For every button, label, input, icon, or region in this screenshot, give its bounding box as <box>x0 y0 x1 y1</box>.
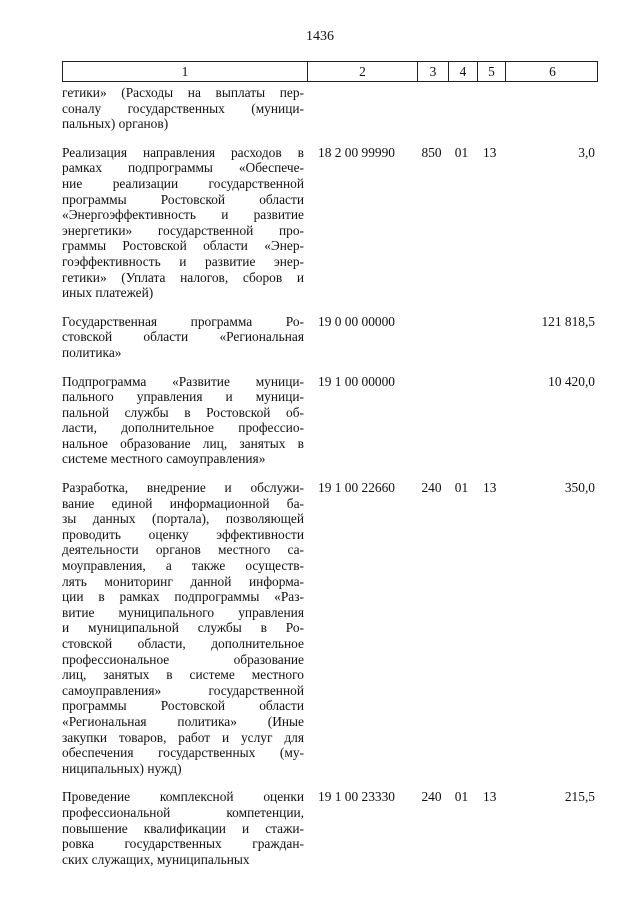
table-header <box>62 61 598 82</box>
row-code: 19 0 00 00000 <box>318 313 395 329</box>
row-name-line: нальное образование лиц, занятых в <box>62 435 304 451</box>
row-name-line: обеспечения государственных (му- <box>62 745 304 761</box>
row-name-line: закупки товаров, работ и услуг для <box>62 729 304 745</box>
row-name-line: ровка государственных граждан- <box>62 836 304 852</box>
header-col-6: 6 <box>505 62 599 81</box>
row-name-line: Подпрограмма «Развитие муници- <box>62 373 304 389</box>
row-name-line: программы Ростовской области <box>62 191 304 207</box>
row-name-line: профессиональной компетенции, <box>62 804 304 820</box>
row-name-line: пальной службы в Ростовской об- <box>62 404 304 420</box>
row-sum: 3,0 <box>578 144 595 160</box>
row-name-line: Государственная программа Ро- <box>62 313 304 329</box>
row-name-line: Разработка, внедрение и обслужи- <box>62 480 304 496</box>
table-row <box>62 145 598 301</box>
row-vr <box>416 374 447 468</box>
row-name-line: энергетики» государственной про- <box>62 222 304 238</box>
row-name-line: гетики» (Расходы на выплаты пер- <box>62 85 304 100</box>
table-row <box>62 789 598 867</box>
row-rz <box>447 85 476 132</box>
row-pr: 13 <box>483 789 497 805</box>
row-code <box>306 85 416 132</box>
row-name-line: стовской области «Региональная <box>62 329 304 345</box>
row-name-line: ции в рамках подпрограммы «Раз- <box>62 589 304 605</box>
row-sum: 350,0 <box>564 480 595 496</box>
row-vr: 850 <box>421 144 442 160</box>
table-row <box>62 374 598 468</box>
row-name-line: ских служащих, муниципальных <box>62 851 250 867</box>
header-col-5: 5 <box>477 62 505 81</box>
row-name-line: деятельности органов местного са- <box>62 542 304 558</box>
row-name-line: политика» <box>62 344 122 360</box>
row-vr <box>416 85 447 132</box>
row-name-line: вание единой информационной ба- <box>62 495 304 511</box>
row-pr <box>476 374 504 468</box>
row-code: 19 1 00 00000 <box>318 373 395 389</box>
row-pr <box>476 314 504 361</box>
header-col-4: 4 <box>448 62 477 81</box>
row-name-line: стовской области, дополнительное <box>62 636 304 651</box>
row-name-line: гетики» (Уплата налогов, сборов и <box>62 269 304 285</box>
row-sum: 10 420,0 <box>548 373 595 389</box>
row-rz: 01 <box>454 144 469 160</box>
row-name-line: проводить оценку эффективности <box>62 526 304 542</box>
header-col-2: 2 <box>307 62 417 81</box>
row-name-line: и муниципальной службы в Ро- <box>62 620 304 636</box>
row-pr: 13 <box>483 480 497 496</box>
row-name-line: Проведение комплексной оценки <box>62 789 304 805</box>
row-name-line: самоуправления» государственной <box>62 682 304 698</box>
row-name <box>62 145 306 301</box>
row-code: 18 2 00 99990 <box>318 144 395 160</box>
row-rz: 01 <box>454 789 469 805</box>
row-name-line: программы Ростовской области <box>62 698 304 714</box>
table-row <box>62 314 598 361</box>
header-col-1: 1 <box>181 64 189 79</box>
budget-table <box>62 61 598 880</box>
row-name-line: лять мониторинг данной информа- <box>62 573 304 589</box>
row-name-line: иных платежей) <box>62 285 154 301</box>
page-number: 1436 <box>306 29 334 44</box>
row-name-line: «Энергоэффективность и развитие <box>62 207 304 223</box>
row-rz <box>447 374 476 468</box>
row-name <box>62 480 306 776</box>
row-name-line: Реализация направления расходов в <box>62 144 304 160</box>
row-name-line: лиц, занятых в системе местного <box>62 667 304 683</box>
row-pr <box>476 85 504 132</box>
row-code: 19 1 00 23330 <box>318 789 395 805</box>
row-sum: 121 818,5 <box>541 313 595 329</box>
row-name-line: зы данных (портала), позволяющей <box>62 511 304 527</box>
table-row <box>62 85 598 132</box>
row-name-line: системе местного самоуправления» <box>62 451 266 467</box>
row-name-line: «Региональная политика» (Иные <box>62 713 304 729</box>
row-pr: 13 <box>483 144 497 160</box>
row-name <box>62 374 306 468</box>
row-name-line: соналу государственных (муници- <box>62 100 304 116</box>
row-name <box>62 789 306 867</box>
row-sum: 215,5 <box>564 789 595 805</box>
row-name-line: повышение квалификации и стажи- <box>62 820 304 836</box>
row-name-line: рамках подпрограммы «Обеспече- <box>62 160 304 176</box>
row-name-line: пального управления и муници- <box>62 389 304 405</box>
table-row <box>62 480 598 776</box>
row-name-line: граммы Ростовской области «Энер- <box>62 238 304 254</box>
row-name-line: ние реализации государственной <box>62 175 304 191</box>
table-body <box>62 85 598 867</box>
row-name <box>62 314 306 361</box>
row-name-line: витие муниципального управления <box>62 604 304 620</box>
row-rz <box>447 314 476 361</box>
row-name-line: гоэффективность и развитие энер- <box>62 253 304 269</box>
row-vr: 240 <box>421 789 442 805</box>
row-name <box>62 85 306 132</box>
row-sum <box>504 85 598 132</box>
row-name-line: профессиональное образование <box>62 651 304 667</box>
row-name-line: пальных) органов) <box>62 116 169 132</box>
row-rz: 01 <box>454 480 469 496</box>
header-col-3: 3 <box>417 62 448 81</box>
row-code: 19 1 00 22660 <box>318 480 395 496</box>
row-vr: 240 <box>421 480 442 496</box>
row-name-line: ниципальных) нужд) <box>62 760 182 776</box>
row-name-line: моуправления, а также осуществ- <box>62 558 304 574</box>
row-vr <box>416 314 447 361</box>
row-name-line: ласти, дополнительное профессио- <box>62 420 304 436</box>
